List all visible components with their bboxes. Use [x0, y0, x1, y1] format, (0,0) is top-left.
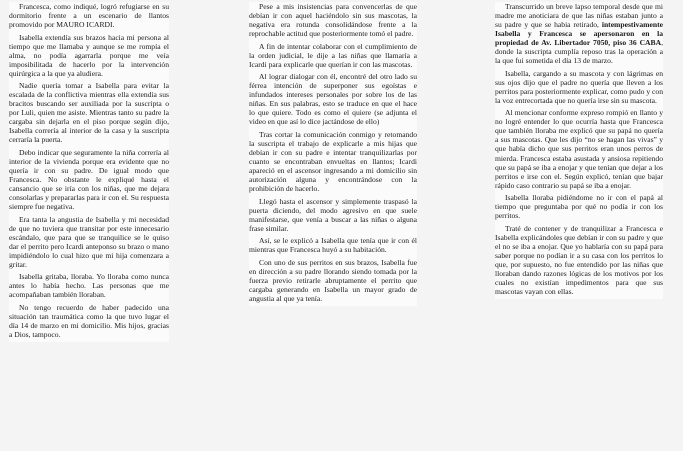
- paragraph: Llegó hasta el ascensor y simplemente traspasó la puerta diciendo, del modo agresivo en que suele manifestarse, que venía a buscar a las niñas o alguna frase similar.: [249, 196, 417, 233]
- bold-emphasis: intempestivamente Isabella y Francesca se apersonaron en la propiedad de Av. Libertador 7050, piso 36 CABA: [495, 20, 663, 48]
- paragraph: Isabella, cargando a su mascota y con lágrimas en sus ojos dijo que el padre no quería que lleven a los perritos para posteriormente explicar, como pudo y con la voz entrecortada que no quería irse sin su mascota.: [495, 68, 663, 105]
- paragraph: Tras cortar la comunicación conmigo y retomando la suscripta el trabajo de explicarle a mis hijas que debían ir con su padre e intentar tranquilizarlas por cuanto se encontraban envueltas en llantos; Icardi apareció en el ascensor ingresando a mi domicilio sin autorización alguna y encontrándose con la prohibición de hacerlo.: [249, 129, 417, 194]
- paragraph: Era tanta la angustia de Isabella y mi necesidad de que no tuviera que transitar por este innecesario escándalo, que para que se tranquilice se le quiso dar el perrito pero Icardi anteponso su brazo o mano impidiéndolo lo cual hizo que mi hija comenzara a gritar.: [9, 214, 169, 269]
- paragraph: Traté de contener y de tranquilizar a Francesca e Isabella explicándoles que debían ir con su padre y que el no se iba a enojar. Que yo hablaría con su papá para saber porque no podían ir a su casa con los perritos lo que, por supuesto, no fue entendido por las niñas que lloraban dando razones lógicas de los motivos por los cuales no existían impedimentos para que sus mascotas vayan con ellas.: [495, 223, 663, 296]
- paragraph: Francesca, como indiqué, logró refugiarse en su dormitorio frente a un escenario de llantos promovido por MAURO ICARDI.: [9, 2, 169, 30]
- column-left: [9, 2, 169, 342]
- paragraph: Pese a mis insistencias para convencerlas de que debían ir con aquel haciéndolo sin sus mascotas, la negativa era rotunda consolidándose frente a la reprochable actitud que posteriormente tomó el padre.: [249, 2, 417, 39]
- paragraph: Debo indicar que seguramente la niña correría al interior de la vivienda porque era evidente que no quería ir con su padre. De igual modo que Francesca. No obstante le expliqué hasta el cansancio que se iría con los niñas, que me dejara consolarlas y prepararlas para ir con el. Su respuesta siempre fue negativa.: [9, 147, 169, 212]
- paragraph: Así, se le explicó a Isabella que tenía que ir con él mientras que Francesca huyó a su habitación.: [249, 236, 417, 255]
- paragraph-with-bold: Transcurrido un breve lapso temporal desde que mi madre me anoticiara de que las niñas estaban junto a su padre y que se habia retirado, intempestivamente Isabella y Francesca se apersonaron en la propiedad de Av. Libertador 7050, piso 36 CABA, donde la suscripta cumplía reposo tras la operación a la que fui sometida el día 13 de marzo.: [495, 2, 663, 66]
- paragraph: Con uno de sus perritos en sus brazos, Isabella fue en dirección a su padre llorando siendo tomada por la fuerza previo retirarle abruptamente el perrito que cargaba generando en Isabella un mayor grado de angustia al que ya tenía.: [249, 257, 417, 303]
- paragraph: A fin de intentar colaborar con el cumplimiento de la orden judicial, le dije a las niñas que llamaría a Icardi para explicarle que querían ir con las mascotas.: [249, 41, 417, 69]
- paragraph: Al lograr dialogar con él, encontré del otro lado su férrea intención de superponer sus egoístas e infundados intereses personales por sobre los de las niñas. En sus palabras, esto se traduce en que el hace lo que quiere. Todo es como el quiere (se adjunta el video en que así lo dice jactándose de ello): [249, 72, 417, 127]
- column-right: [495, 2, 663, 299]
- paragraph: Isabella gritaba, lloraba. Yo lloraba como nunca antes lo había hecho. Las personas que me acompañaban también lloraban.: [9, 272, 169, 300]
- paragraph: Isabella lloraba pidiéndome no ir con el papá al tiempo que preguntaba por qué no podía ir con los perritos.: [495, 193, 663, 221]
- paragraph: Nadie quería tomar a Isabella para evitar la escalada de la conflictiva mientras ella extendía sus bracitos buscando ser auxiliada por la suscripta o por Luli, quien me asiste. Mientras tanto su padre la cargaba sin dejarla en el piso porque según dijo, Isabella correría al interior de la casa y la suscripta cerraría la puerta.: [9, 81, 169, 145]
- column-middle: [249, 2, 417, 306]
- paragraph: Al mencionar conforme expreso rompió en llanto y no logré entender lo que ocurría hasta que Francesca que también lloraba me explicó que su papá no quería a sus mascotas. Que les dijo “no se hagan las vivas” y que había dicho que sus perritos eran unos perros de mierda. Francesca estaba asustada y ansiosa repitiendo que su papá se iba a enojar y que tenían que dejar a los perritos e irse con el. Según explicó, tenían que bajar rápido caso contrario su papá se iba a enojar.: [495, 108, 663, 190]
- paragraph: No tengo recuerdo de haber padecido una situación tan traumática como la que tuvo lugar el día 14 de marzo en mi domicilio. Mis hijos, gracias a Dios, tampoco.: [9, 302, 169, 339]
- paragraph: Isabella extendía sus brazos hacia mi persona al tiempo que me llamaba y aunque se me rompía el alma, no podía agarrarla porque me veía imposibilitada de hacerlo por la intervención quirúrgica a la que ya aludiera.: [9, 32, 169, 78]
